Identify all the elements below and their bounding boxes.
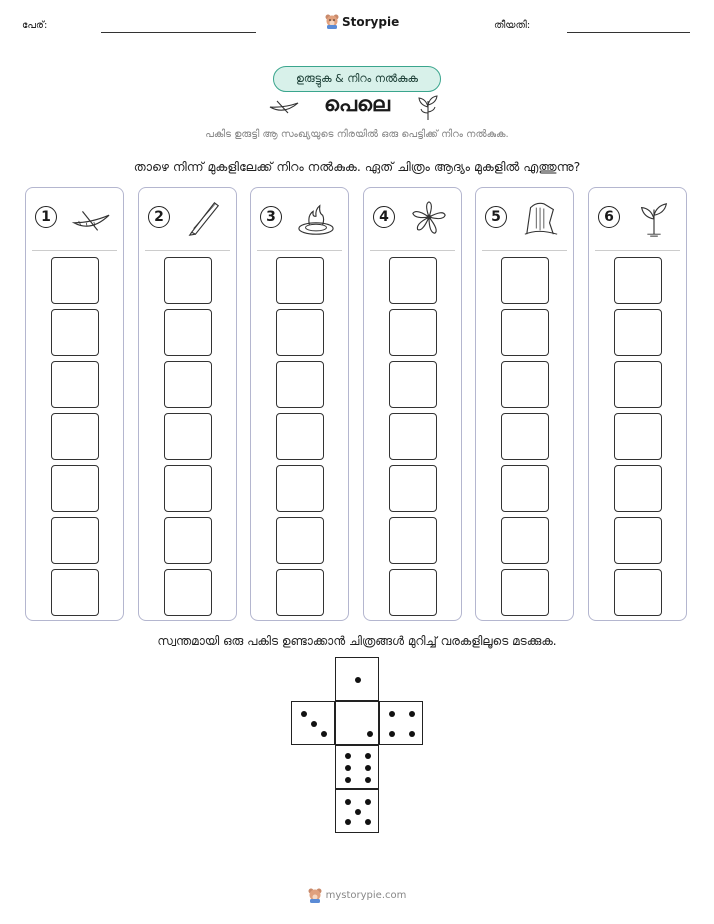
color-box[interactable] bbox=[164, 257, 212, 304]
color-box[interactable] bbox=[164, 309, 212, 356]
page-title: പെലെ bbox=[324, 92, 390, 116]
color-box[interactable] bbox=[276, 569, 324, 616]
dice-pip bbox=[389, 711, 395, 717]
color-box[interactable] bbox=[51, 517, 99, 564]
color-box[interactable] bbox=[501, 361, 549, 408]
column-divider bbox=[595, 250, 680, 251]
color-box[interactable] bbox=[51, 361, 99, 408]
dice-pip bbox=[389, 731, 395, 737]
dice-pip bbox=[345, 777, 351, 783]
brand-logo bbox=[325, 14, 399, 29]
color-box[interactable] bbox=[501, 257, 549, 304]
dice-pip bbox=[365, 819, 371, 825]
color-box[interactable] bbox=[501, 413, 549, 460]
sprout-icon bbox=[633, 200, 675, 238]
dice-pip bbox=[409, 711, 415, 717]
color-box[interactable] bbox=[389, 413, 437, 460]
pencil-icon bbox=[183, 200, 225, 238]
color-box[interactable] bbox=[164, 413, 212, 460]
footer-url[interactable]: mystorypie.com bbox=[325, 890, 407, 901]
color-box[interactable] bbox=[501, 569, 549, 616]
dice-pip bbox=[365, 777, 371, 783]
color-box[interactable] bbox=[51, 465, 99, 512]
cutout-instruction: സ്വന്തമായി ഒരു പകിട ഉണ്ടാക്കാൻ ചിത്രങ്ങൾ മുറിച്ച് വരകളിലൂടെ മടക്കുക. bbox=[157, 634, 557, 648]
column-number: 3 bbox=[260, 206, 282, 228]
waterfall-icon bbox=[520, 200, 562, 238]
color-box[interactable] bbox=[614, 413, 662, 460]
dice-pip bbox=[345, 799, 351, 805]
dice-pip bbox=[345, 765, 351, 771]
color-box[interactable] bbox=[614, 309, 662, 356]
dice-pip bbox=[321, 731, 327, 737]
brand-name: Storypie bbox=[342, 14, 400, 29]
color-box[interactable] bbox=[164, 569, 212, 616]
date-label: തീയതി: bbox=[494, 20, 531, 31]
bear-icon bbox=[325, 14, 339, 29]
subtitle: പകിട ഉരുട്ടി ആ സംഖ്യയുടെ നിരയിൽ ഒരു പെട്ടിക്ക് നിറം നൽകുക. bbox=[205, 129, 509, 140]
color-box[interactable] bbox=[276, 465, 324, 512]
dice-face bbox=[335, 745, 379, 789]
instruction: താഴെ നിന്ന് മുകളിലേക്ക് നിറം നൽകുക. ഏത് ചിത്രം ആദ്യം മുകളിൽ എത്തുന്നു? bbox=[133, 159, 581, 174]
dice-pip bbox=[409, 731, 415, 737]
column-number: 1 bbox=[35, 206, 57, 228]
color-box[interactable] bbox=[51, 309, 99, 356]
color-box[interactable] bbox=[614, 257, 662, 304]
dice-pip bbox=[365, 799, 371, 805]
canoe-icon bbox=[70, 200, 112, 238]
color-box[interactable] bbox=[501, 517, 549, 564]
campfire-icon bbox=[295, 200, 337, 238]
dice-pip bbox=[345, 819, 351, 825]
color-box[interactable] bbox=[614, 569, 662, 616]
dice-pip bbox=[365, 765, 371, 771]
color-box[interactable] bbox=[614, 517, 662, 564]
dice-face bbox=[335, 701, 379, 745]
color-box[interactable] bbox=[51, 569, 99, 616]
color-box[interactable] bbox=[164, 517, 212, 564]
flower-icon bbox=[408, 200, 450, 238]
color-box[interactable] bbox=[276, 257, 324, 304]
color-box[interactable] bbox=[389, 309, 437, 356]
color-box[interactable] bbox=[389, 517, 437, 564]
dice-face bbox=[379, 701, 423, 745]
color-box[interactable] bbox=[51, 413, 99, 460]
bear-icon bbox=[308, 888, 322, 903]
dice-pip bbox=[311, 721, 317, 727]
color-box[interactable] bbox=[614, 465, 662, 512]
canoe-icon bbox=[268, 98, 300, 116]
column-divider bbox=[370, 250, 455, 251]
column-divider bbox=[145, 250, 230, 251]
color-box[interactable] bbox=[276, 361, 324, 408]
sprout-icon bbox=[416, 93, 440, 121]
column-number: 2 bbox=[148, 206, 170, 228]
dice-pip bbox=[367, 731, 373, 737]
color-box[interactable] bbox=[51, 257, 99, 304]
column-4 bbox=[363, 187, 462, 621]
color-box[interactable] bbox=[389, 465, 437, 512]
column-number: 6 bbox=[598, 206, 620, 228]
color-box[interactable] bbox=[614, 361, 662, 408]
color-box[interactable] bbox=[276, 309, 324, 356]
color-box[interactable] bbox=[389, 257, 437, 304]
dice-face bbox=[291, 701, 335, 745]
dice-face bbox=[335, 789, 379, 833]
column-divider bbox=[257, 250, 342, 251]
dice-pip bbox=[355, 809, 361, 815]
column-1 bbox=[25, 187, 124, 621]
color-box[interactable] bbox=[389, 361, 437, 408]
column-2 bbox=[138, 187, 237, 621]
column-6 bbox=[588, 187, 687, 621]
column-number: 4 bbox=[373, 206, 395, 228]
color-box[interactable] bbox=[164, 361, 212, 408]
dice-pip bbox=[301, 711, 307, 717]
column-3 bbox=[250, 187, 349, 621]
color-box[interactable] bbox=[276, 413, 324, 460]
color-box[interactable] bbox=[389, 569, 437, 616]
color-box[interactable] bbox=[501, 309, 549, 356]
color-box[interactable] bbox=[501, 465, 549, 512]
color-box[interactable] bbox=[276, 517, 324, 564]
column-divider bbox=[482, 250, 567, 251]
date-field-line[interactable] bbox=[567, 32, 690, 33]
activity-tag: ഉരുട്ടുക & നിറം നൽകുക bbox=[273, 66, 441, 92]
color-box[interactable] bbox=[164, 465, 212, 512]
dice-face bbox=[335, 657, 379, 701]
column-5 bbox=[475, 187, 574, 621]
column-divider bbox=[32, 250, 117, 251]
dice-pip bbox=[355, 677, 361, 683]
dice-pip bbox=[365, 753, 371, 759]
dice-pip bbox=[345, 753, 351, 759]
name-field-line[interactable] bbox=[101, 32, 256, 33]
footer bbox=[0, 888, 714, 903]
name-label: പേര്: bbox=[22, 20, 48, 31]
column-number: 5 bbox=[485, 206, 507, 228]
